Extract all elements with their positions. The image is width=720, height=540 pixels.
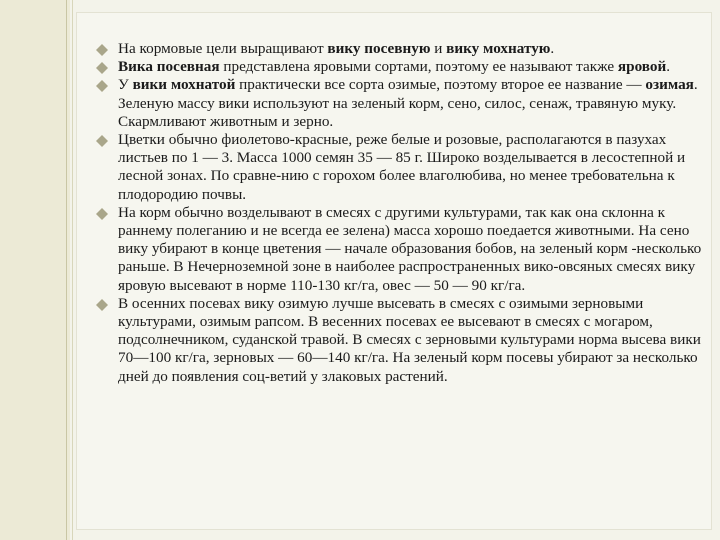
diamond-bullet-icon <box>96 135 108 147</box>
diamond-bullet-icon <box>96 80 108 92</box>
bullet-text <box>118 295 701 385</box>
diamond-bullet-icon <box>96 44 108 56</box>
bold-term: вику посевную <box>327 40 431 57</box>
text-segment: На корм обычно возделывают в смесях с другими культурами, так как она склонна к раннему полеганию и не всегда ее зелена) масса хорошо поедается животными. На сено вику убирают в конце цветения — начале образования бобов, на зеленый корм -несколько раньше. В Нечерноземной зоне в наиболее распространенных вико-овсяных смесях вику яровую высевают в норме 110-130 кг/га, овес — 50 — 90 кг/га. <box>118 203 702 294</box>
bold-term: вики мохнатой <box>132 76 236 94</box>
diamond-bullet-icon <box>96 62 108 74</box>
text-segment: В осенних посевах вику озимую лучше высевать в смесях с озимыми зерновыми культурами, озимым рапсом. В весенних посевах ее высевают в смесях с могаром, подсолнечником, суданской травой. В смесях с зерновыми культурами норма высева вики 70—100 кг/га, зерновых — 60—140 кг/га. На зеленый корм посевы убирают за несколько дней до появления соц-ветий у злаковых растений. <box>118 294 701 385</box>
decorative-divider <box>72 0 73 540</box>
bold-term: Вика посевная <box>118 58 220 76</box>
bold-term: озимая <box>645 76 694 94</box>
decorative-divider <box>66 0 67 540</box>
text-segment: . <box>666 58 671 76</box>
text-segment: представлена яровыми сортами, поэтому ее называют также <box>219 58 618 76</box>
bullet-text <box>118 76 698 129</box>
bullet-text <box>118 131 685 203</box>
bullet-item <box>96 76 702 131</box>
text-segment: и <box>430 40 447 57</box>
text-segment: У <box>118 76 133 94</box>
text-segment: . Зеленую массу вики используют на зеленый корм, сено, силос, сенаж, травяную муку. Скармливают животным и зерно. <box>118 76 698 130</box>
text-segment: практически все сорта озимые, поэтому второе ее название — <box>235 76 646 94</box>
bullet-item <box>96 58 702 76</box>
bullet-text <box>118 204 701 294</box>
bullet-text <box>118 40 554 57</box>
bullet-item <box>96 40 702 58</box>
diamond-bullet-icon <box>96 299 108 311</box>
text-segment: На кормовые цели выращивают <box>118 40 328 57</box>
bullet-text <box>118 58 670 75</box>
text-segment: . <box>550 40 555 57</box>
bullet-item <box>96 295 702 386</box>
text-segment: Цветки обычно фиолетово-красные, реже белые и розовые, располагаются в пазухах листьев по 1 — 3. Масса 1000 семян 35 — 85 г. Широко возделывается в лесостепной и лесной зонах. По сравне-нию с горохом более влаголюбива, но менее требовательна к плодородию почвы. <box>118 131 686 203</box>
bullet-item <box>96 131 702 204</box>
diamond-bullet-icon <box>96 208 108 220</box>
bold-term: яровой <box>617 58 667 76</box>
decorative-left-band <box>0 0 70 540</box>
bullet-item <box>96 204 702 295</box>
bullet-list <box>96 40 702 386</box>
bold-term: вику мохнатую <box>446 40 551 57</box>
